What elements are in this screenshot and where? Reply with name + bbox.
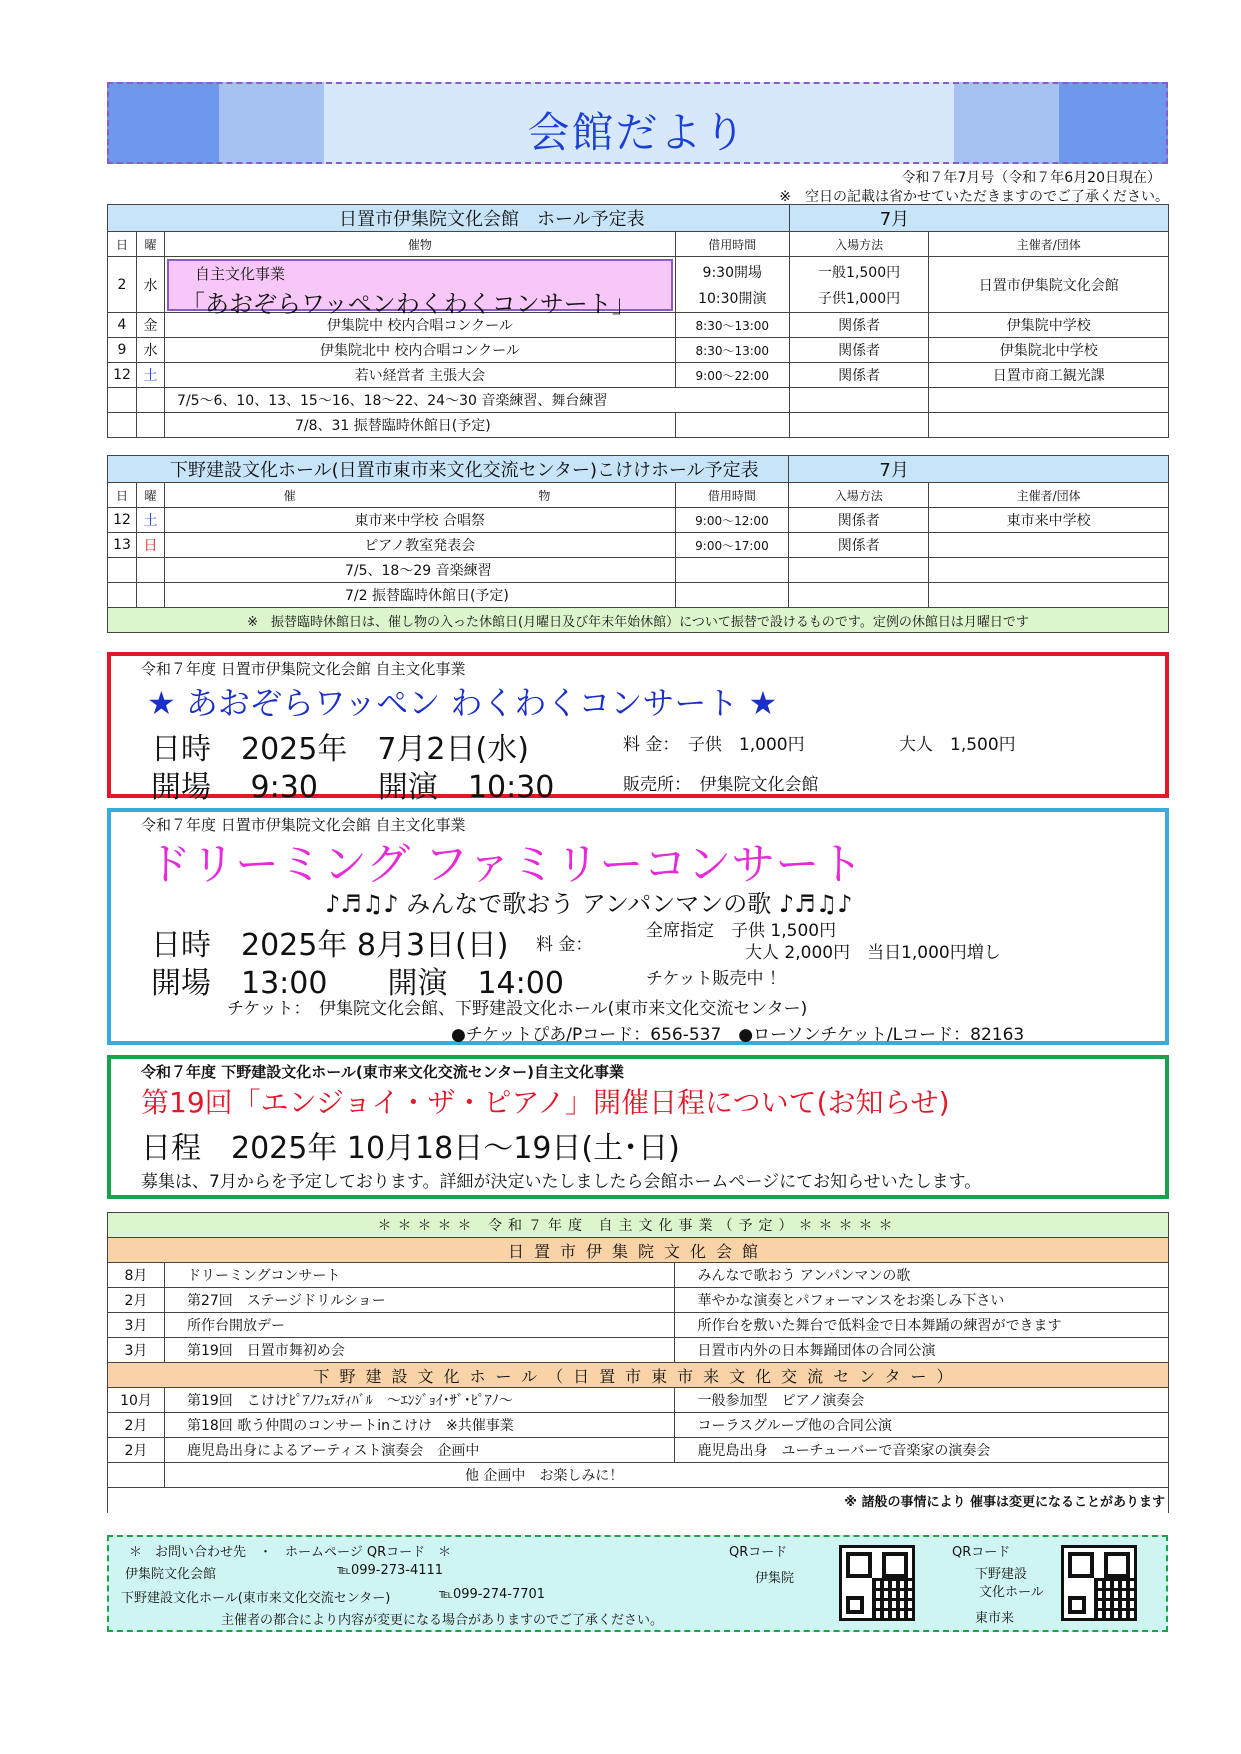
event-label: 令和７年度 下野建設文化ホール(東市来文化交流センター)自主文化事業 bbox=[141, 1063, 625, 1081]
event-doors: 開場 9:30 開演 10:30 bbox=[151, 770, 555, 805]
plan-disclaimer: ※ 諸般の事情により 催事は変更になることがあります bbox=[108, 1488, 1169, 1513]
table-row bbox=[108, 1263, 1169, 1288]
event-label: 令和７年度 日置市伊集院文化会館 自主文化事業 bbox=[141, 660, 466, 678]
plan-desc: 一般参加型 ピアノ演奏会 bbox=[675, 1388, 1169, 1413]
table-row bbox=[108, 338, 1169, 363]
row-day: 9 bbox=[108, 338, 137, 363]
practice-note: 7/5～6、10、13、15～16、18～22、24～30 音楽練習、舞台練習 bbox=[164, 388, 789, 413]
blank-day-note: ※ 空日の記載は省かせていただきますのでご了承ください。 bbox=[779, 189, 1169, 205]
highlight-event-box bbox=[167, 259, 673, 318]
row-time: 8:30～13:00 bbox=[675, 338, 789, 363]
hall2-title: 下野建設文化ホール(日置市東市来文化交流センター)こけけホール予定表 bbox=[108, 456, 789, 483]
row-time: 9:00～12:00 bbox=[675, 508, 789, 533]
table-row bbox=[108, 583, 1169, 608]
table-row bbox=[108, 533, 1169, 558]
event-song: ♪♬♫♪ みんなで歌おう アンパンマンの歌 ♪♬♫♪ bbox=[325, 890, 853, 918]
table-row bbox=[108, 1388, 1169, 1413]
col-day: 日 bbox=[108, 483, 137, 508]
event-title: 第19回「エンジョイ・ザ・ピアノ」開催日程について(お知らせ) bbox=[141, 1086, 950, 1119]
plan-month: 3月 bbox=[108, 1313, 165, 1338]
qr1-name: 伊集院 bbox=[755, 1571, 795, 1586]
header-banner bbox=[107, 82, 1168, 164]
row-event: ピアノ教室発表会 bbox=[164, 533, 675, 558]
plan-event: 鹿児島出身によるアーティスト演奏会 企画中 bbox=[164, 1438, 675, 1463]
plan-hall2-heading: 下野建設文化ホール（日置市東市来文化交流センター） bbox=[108, 1363, 1169, 1388]
row-entry: 関係者 bbox=[789, 533, 929, 558]
page-title: 会館だより bbox=[527, 108, 748, 157]
hall1-month: 7月 bbox=[789, 205, 1168, 232]
start-time: 10:30開演 bbox=[698, 290, 767, 307]
row-day: 13 bbox=[108, 533, 137, 558]
col-event: 催物 bbox=[164, 232, 675, 257]
plan-event: ドリーミングコンサート bbox=[164, 1263, 675, 1288]
event-ticket-codes: ●チケットぴあ/Pコード：656-537 ●ローソンチケット/Lコード：82163 bbox=[451, 1025, 1025, 1045]
row-dow: 日 bbox=[136, 533, 164, 558]
event-ticket-outlets: チケット： 伊集院文化会館、下野建設文化ホール(東市来文化交流センター) bbox=[227, 999, 808, 1019]
table-row-highlight bbox=[108, 257, 1169, 313]
col-dow: 曜 bbox=[136, 232, 164, 257]
plan-desc: コーラスグループ他の合同公演 bbox=[675, 1413, 1169, 1438]
plan-month: 2月 bbox=[108, 1438, 165, 1463]
event-title: ドリーミング ファミリーコンサート bbox=[147, 839, 864, 890]
col-entry: 入場方法 bbox=[789, 483, 929, 508]
event-price-child: 全席指定 子供 1,500円 bbox=[646, 921, 837, 941]
highlight-event-name: 「あおぞらワッペンわくわくコンサート」 bbox=[180, 289, 636, 318]
event-price-adult: 大人 2,000円 当日1,000円増し bbox=[745, 943, 1001, 963]
col-day: 日 bbox=[108, 232, 137, 257]
price-child: 子供1,000円 bbox=[818, 290, 901, 307]
row-day: 12 bbox=[108, 363, 137, 388]
qr2-name3: 東市来 bbox=[975, 1611, 1015, 1626]
plan-event: 第18回 歌う仲間のコンサートinこけけ ※共催事業 bbox=[164, 1413, 675, 1438]
highlight-event-sub: 自主文化事業 bbox=[194, 264, 285, 283]
hall1-schedule-table bbox=[107, 204, 1169, 438]
col-event-b: 物 bbox=[414, 483, 675, 508]
closure-note: 7/2 振替臨時休館日(予定) bbox=[164, 583, 675, 608]
contact2-name: 下野建設文化ホール(東市来文化交流センター) bbox=[121, 1591, 391, 1606]
plan-other: 他 企画中 お楽しみに！ bbox=[164, 1463, 1168, 1488]
table-row bbox=[108, 1463, 1169, 1488]
contact-footer bbox=[107, 1535, 1168, 1632]
hall2-month: 7月 bbox=[789, 456, 1169, 483]
plan-desc: みんなで歌おう アンパンマンの歌 bbox=[675, 1263, 1169, 1288]
col-organizer: 主催者/団体 bbox=[929, 483, 1169, 508]
plan-month: 8月 bbox=[108, 1263, 165, 1288]
table-row bbox=[108, 558, 1169, 583]
plan-event: 第19回 日置市舞初め会 bbox=[164, 1338, 675, 1363]
table-row bbox=[108, 413, 1169, 438]
col-time: 借用時間 bbox=[675, 232, 789, 257]
price-general: 一般1,500円 bbox=[818, 264, 901, 281]
row-entry bbox=[789, 257, 929, 313]
row-day: 2 bbox=[108, 257, 137, 313]
hall2-schedule-table bbox=[107, 455, 1169, 633]
event-title: ★ あおぞらワッペン わくわくコンサート ★ bbox=[147, 684, 778, 722]
qr2-name1: 下野建設 bbox=[975, 1567, 1028, 1582]
plan-event: 第19回 こけけﾋﾟｱﾉﾌｪｽﾃｨﾊﾞﾙ ～ｴﾝｼﾞｮｲ･ｻﾞ･ﾋﾟｱﾉ～ bbox=[164, 1388, 675, 1413]
event-aozora-box bbox=[107, 652, 1169, 805]
plan-month: 10月 bbox=[108, 1388, 165, 1413]
row-day: 4 bbox=[108, 313, 137, 338]
row-dow: 水 bbox=[136, 257, 164, 313]
event-schedule: 日程 2025年 10月18日～19日(土･日) bbox=[141, 1131, 680, 1166]
row-organizer: 東市来中学校 bbox=[929, 508, 1169, 533]
plan-month: 2月 bbox=[108, 1288, 165, 1313]
contact-note: 主催者の都合により内容が変更になる場合がありますのでご了承ください。 bbox=[221, 1613, 664, 1628]
table-row bbox=[108, 1413, 1169, 1438]
highlight-event-cell bbox=[164, 257, 675, 318]
col-time: 借用時間 bbox=[675, 483, 789, 508]
row-day: 12 bbox=[108, 508, 137, 533]
closure-note: 7/8、31 振替臨時休館日(予定) bbox=[164, 413, 675, 438]
plan-desc: 華やかな演奏とパフォーマンスをお楽しみ下さい bbox=[675, 1288, 1169, 1313]
qr-code-icon[interactable] bbox=[839, 1545, 915, 1621]
event-price-adult: 大人 1,500円 bbox=[899, 735, 1016, 755]
event-sales: 販売所： 伊集院文化会館 bbox=[623, 775, 819, 795]
qr2-label: QRコード bbox=[952, 1545, 1011, 1560]
contact2-tel: ℡099-274-7701 bbox=[439, 1587, 546, 1602]
issue-date: 令和７年7月号（令和７年6月20日現在） bbox=[901, 170, 1161, 186]
col-entry: 入場方法 bbox=[789, 232, 929, 257]
event-dreaming-box bbox=[107, 808, 1169, 1045]
row-time: 8:30～13:00 bbox=[675, 313, 789, 338]
plan-event: 第27回 ステージドリルショー bbox=[164, 1288, 675, 1313]
table-row bbox=[108, 1338, 1169, 1363]
row-dow: 金 bbox=[136, 313, 164, 338]
row-entry: 関係者 bbox=[789, 363, 929, 388]
row-organizer: 伊集院中学校 bbox=[929, 313, 1169, 338]
row-event: 東市来中学校 合唱祭 bbox=[164, 508, 675, 533]
table-row bbox=[108, 508, 1169, 533]
event-price-child: 料 金： 子供 1,000円 bbox=[623, 735, 805, 755]
row-event: 若い経営者 主張大会 bbox=[164, 363, 675, 388]
row-dow: 土 bbox=[136, 508, 164, 533]
plan-hall1-heading: 日置市伊集院文化会館 bbox=[108, 1238, 1169, 1263]
qr2-name2: 文化ホール bbox=[979, 1585, 1044, 1600]
row-time: 9:00～22:00 bbox=[675, 363, 789, 388]
row-entry: 関係者 bbox=[789, 313, 929, 338]
table-row bbox=[108, 388, 1169, 413]
table-row bbox=[108, 1438, 1169, 1463]
row-time bbox=[675, 257, 789, 313]
row-entry: 関係者 bbox=[789, 508, 929, 533]
row-event: 伊集院中 校内合唱コンクール bbox=[164, 313, 675, 338]
event-piano-box bbox=[107, 1055, 1169, 1199]
row-organizer: 日置市商工観光課 bbox=[929, 363, 1169, 388]
table-row bbox=[108, 1288, 1169, 1313]
event-datetime: 日時 2025年 7月2日(水) bbox=[151, 732, 529, 767]
event-price-label: 料 金： bbox=[536, 935, 593, 955]
plan-event: 所作台開放デー bbox=[164, 1313, 675, 1338]
contact1-tel: ℡099-273-4111 bbox=[337, 1563, 444, 1578]
table-row bbox=[108, 1313, 1169, 1338]
hall1-title: 日置市伊集院文化会館 ホール予定表 bbox=[108, 205, 790, 232]
event-doors: 開場 13:00 開演 14:00 bbox=[151, 966, 564, 1001]
row-organizer: 伊集院北中学校 bbox=[929, 338, 1169, 363]
plan-desc: 鹿児島出身 ユーチューバーで音楽家の演奏会 bbox=[675, 1438, 1169, 1463]
plan-month: 2月 bbox=[108, 1413, 165, 1438]
contact1-name: 伊集院文化会館 bbox=[125, 1567, 217, 1582]
plan-title: ＊＊＊＊＊ 令和７年度 自主文化事業（予定）＊＊＊＊＊ bbox=[108, 1213, 1169, 1238]
plan-desc: 日置市内外の日本舞踊団体の合同公演 bbox=[675, 1338, 1169, 1363]
event-body: 募集は、7月からを予定しております。詳細が決定いたしましたら会館ホームページにてお知らせいたします。 bbox=[141, 1172, 982, 1192]
row-event: 伊集院北中 校内合唱コンクール bbox=[164, 338, 675, 363]
row-organizer: 日置市伊集院文化会館 bbox=[929, 257, 1169, 313]
event-label: 令和７年度 日置市伊集院文化会館 自主文化事業 bbox=[141, 816, 466, 834]
annual-plan-table bbox=[107, 1212, 1169, 1513]
col-dow: 曜 bbox=[136, 483, 164, 508]
qr-code-icon[interactable] bbox=[1061, 1545, 1137, 1621]
closure-footnote: ※ 振替臨時休館日は、催し物の入った休館日(月曜日及び年末年始休館）について振替で設けるものです。定例の休館日は月曜日です bbox=[108, 608, 1169, 633]
event-status: チケット販売中 ！ bbox=[646, 969, 786, 989]
qr1-label: QRコード bbox=[729, 1545, 788, 1560]
row-time: 9:00～17:00 bbox=[675, 533, 789, 558]
plan-month: 3月 bbox=[108, 1338, 165, 1363]
col-event-a: 催 bbox=[164, 483, 414, 508]
row-dow: 土 bbox=[136, 363, 164, 388]
practice-note: 7/5、18～29 音楽練習 bbox=[164, 558, 675, 583]
event-datetime: 日時 2025年 8月3日(日) bbox=[151, 928, 509, 963]
row-dow: 水 bbox=[136, 338, 164, 363]
contact-heading: ＊ お問い合わせ先 ・ ホームページ QRコード ＊ bbox=[129, 1545, 452, 1560]
col-organizer: 主催者/団体 bbox=[929, 232, 1169, 257]
open-time: 9:30開場 bbox=[702, 264, 762, 281]
table-row bbox=[108, 363, 1169, 388]
plan-desc: 所作台を敷いた舞台で低料金で日本舞踊の練習ができます bbox=[675, 1313, 1169, 1338]
row-organizer bbox=[929, 533, 1169, 558]
row-entry: 関係者 bbox=[789, 338, 929, 363]
